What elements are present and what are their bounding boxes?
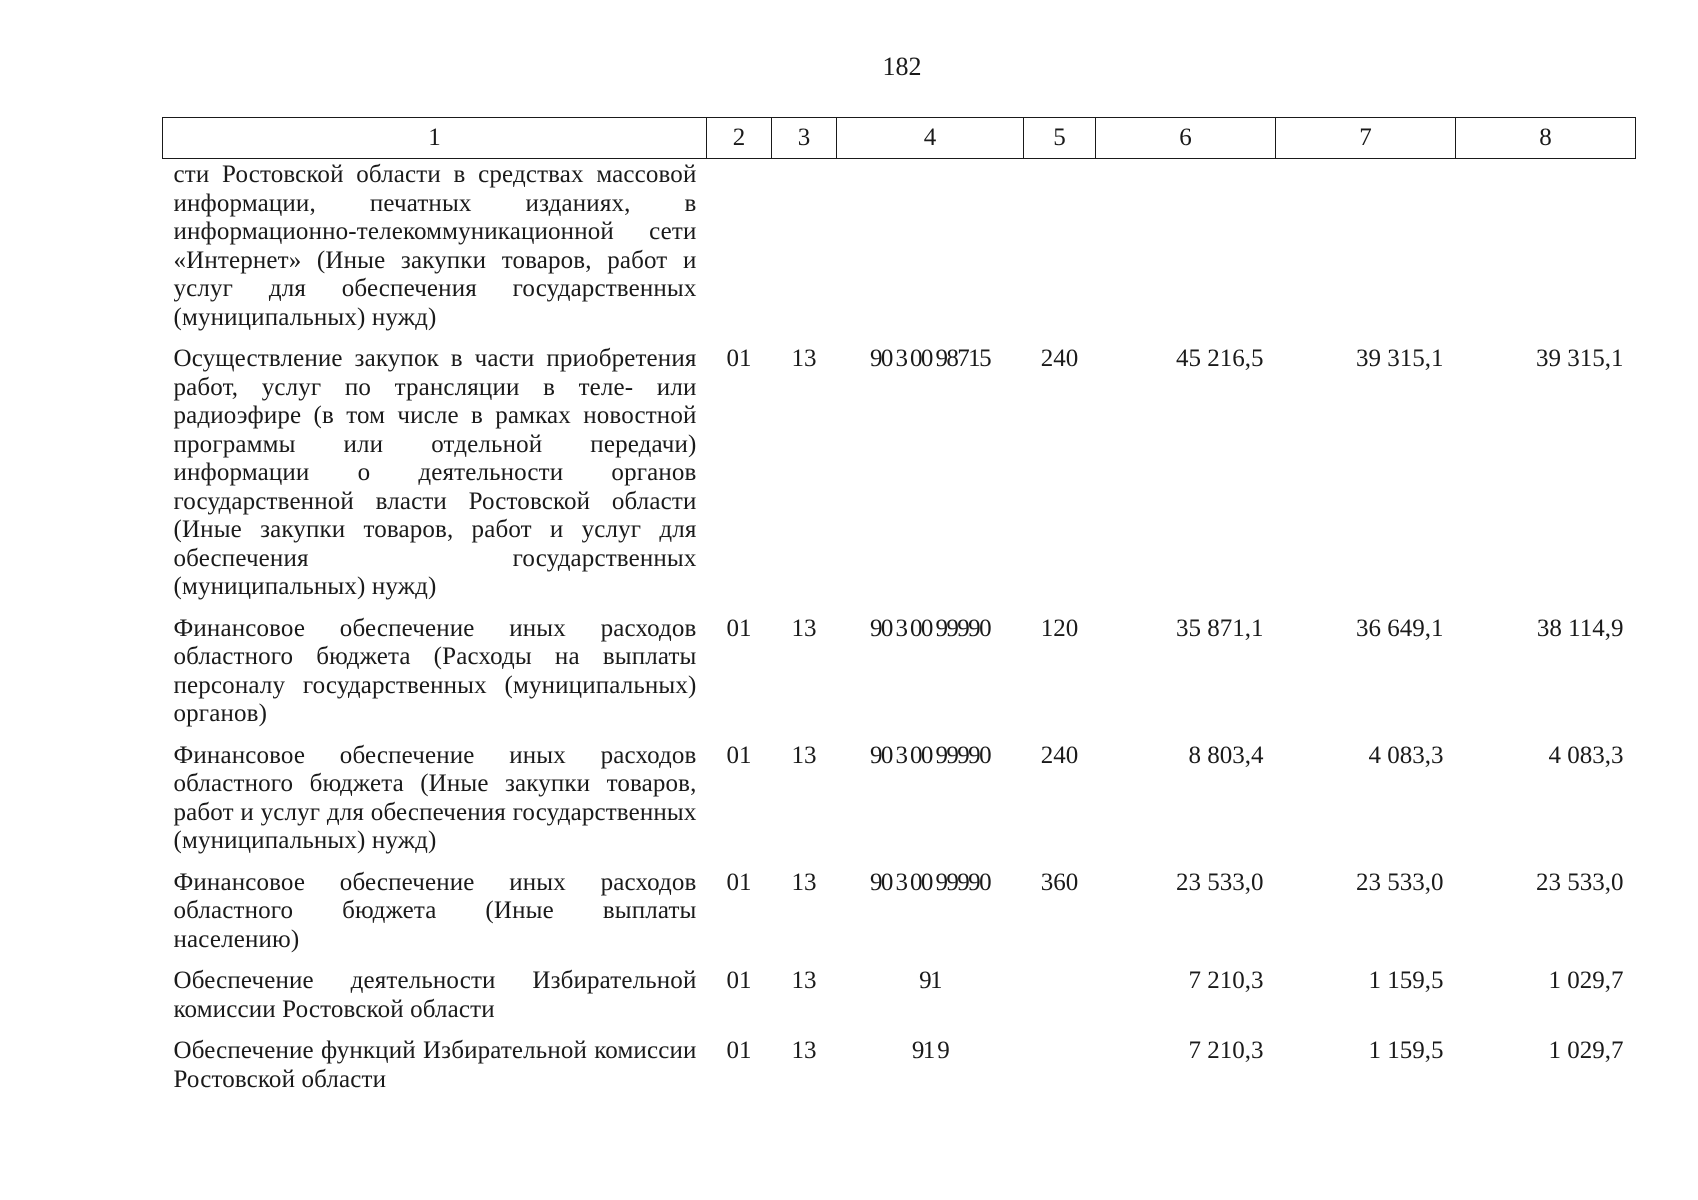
expense-type-code: 240 — [1040, 741, 1079, 769]
amount-year-1: 35 871,1 — [1176, 614, 1264, 642]
amount-year-2: 1 159,5 — [1368, 967, 1444, 994]
table-row — [163, 965, 1636, 1035]
amount-year-2: 23 533,0 — [1356, 868, 1444, 896]
table-row — [163, 1035, 1636, 1105]
subsection-code: 13 — [791, 741, 817, 769]
section-code: 01 — [726, 345, 752, 372]
amount-year-1: 7 210,3 — [1188, 967, 1264, 994]
row-description: Обеспечение функций Избирательной комиссии Ростовской области — [173, 1037, 697, 1093]
amount-year-2 — [1276, 159, 1456, 344]
amount-year-3: 23 533,0 — [1536, 868, 1624, 896]
column-header: 2 — [707, 118, 772, 159]
table-row — [163, 159, 1636, 344]
amount-year-2: 1 159,5 — [1368, 1037, 1444, 1064]
subsection-code: 13 — [791, 967, 817, 994]
column-header: 1 — [163, 118, 707, 159]
subsection-code: 13 — [791, 345, 817, 372]
amount-year-3: 39 315,1 — [1536, 345, 1624, 372]
section-code — [707, 159, 772, 344]
target-article-code: 90 3 00 99990 — [870, 741, 990, 769]
expense-type-code: 240 — [1040, 345, 1079, 372]
column-header: 4 — [837, 118, 1024, 159]
amount-year-3 — [1456, 159, 1636, 344]
expense-type-code — [1024, 159, 1096, 344]
expense-type-code: 120 — [1040, 614, 1079, 642]
column-header: 8 — [1456, 118, 1636, 159]
subsection-code — [772, 159, 837, 344]
amount-year-1: 45 216,5 — [1176, 345, 1264, 372]
section-code: 01 — [726, 614, 752, 642]
row-description: сти Ростовской области в средствах массовой информации, печатных изданиях, в информационно-телекоммуникационной сети «Интернет» (Иные закупки товаров, работ и услуг для обеспечения государственных (муниципальных) нужд) — [173, 161, 697, 331]
subsection-code: 13 — [791, 614, 817, 642]
page-number: 182 — [882, 52, 922, 81]
column-header: 5 — [1024, 118, 1096, 159]
expense-type-code — [1024, 1035, 1096, 1105]
amount-year-2: 36 649,1 — [1356, 614, 1444, 642]
target-article-code: 91 9 — [911, 1037, 949, 1064]
row-description: Финансовое обеспечение иных расходов областного бюджета (Расходы на выплаты персоналу государственных (муниципальных) органов) — [173, 614, 697, 727]
table-header-row — [163, 118, 1636, 159]
amount-year-3: 1 029,7 — [1548, 1037, 1624, 1064]
target-article-code: 90 3 00 99990 — [870, 868, 990, 896]
section-code: 01 — [726, 1037, 752, 1064]
section-code: 01 — [726, 967, 752, 994]
target-article-code: 90 3 00 99990 — [870, 614, 990, 642]
amount-year-1: 23 533,0 — [1176, 868, 1264, 896]
row-description: Обеспечение деятельности Избирательной комиссии Ростовской области — [173, 967, 697, 1023]
section-code: 01 — [726, 741, 752, 769]
expense-type-code: 360 — [1040, 868, 1079, 896]
subsection-code: 13 — [791, 868, 817, 896]
amount-year-2: 39 315,1 — [1356, 345, 1444, 372]
target-article-code: 91 — [919, 967, 941, 994]
row-description: Финансовое обеспечение иных расходов областного бюджета (Иные выплаты населению) — [173, 868, 697, 953]
column-header: 3 — [772, 118, 837, 159]
amount-year-3: 1 029,7 — [1548, 967, 1624, 994]
target-article-code: 90 3 00 98715 — [870, 345, 990, 372]
amount-year-3: 4 083,3 — [1548, 741, 1624, 769]
row-description: Осуществление закупок в части приобретения работ, услуг по трансляции в теле- или радиоэфире (в том числе в рамках новостной программы или отдельной передачи) информации о деятельности органов государственной власти Ростовской области (Иные закупки товаров, работ и услуг для обеспечения государственных (муниципальных) нужд) — [173, 345, 697, 600]
row-description: Финансовое обеспечение иных расходов областного бюджета (Иные закупки товаров, работ и услуг для обеспечения государственных (муниципальных) нужд) — [173, 741, 697, 854]
expense-type-code — [1024, 965, 1096, 1035]
table-row — [163, 740, 1636, 867]
column-header: 6 — [1096, 118, 1276, 159]
amount-year-2: 4 083,3 — [1368, 741, 1444, 769]
amount-year-1: 8 803,4 — [1188, 741, 1264, 769]
table-row — [163, 343, 1636, 613]
table-row — [163, 613, 1636, 740]
subsection-code: 13 — [791, 1037, 817, 1064]
amount-year-1 — [1096, 159, 1276, 344]
amount-year-1: 7 210,3 — [1188, 1037, 1264, 1064]
target-article-code — [837, 159, 1024, 344]
section-code: 01 — [726, 868, 752, 896]
table-row — [163, 867, 1636, 966]
budget-table — [162, 117, 1636, 1105]
amount-year-3: 38 114,9 — [1536, 614, 1624, 642]
column-header: 7 — [1276, 118, 1456, 159]
